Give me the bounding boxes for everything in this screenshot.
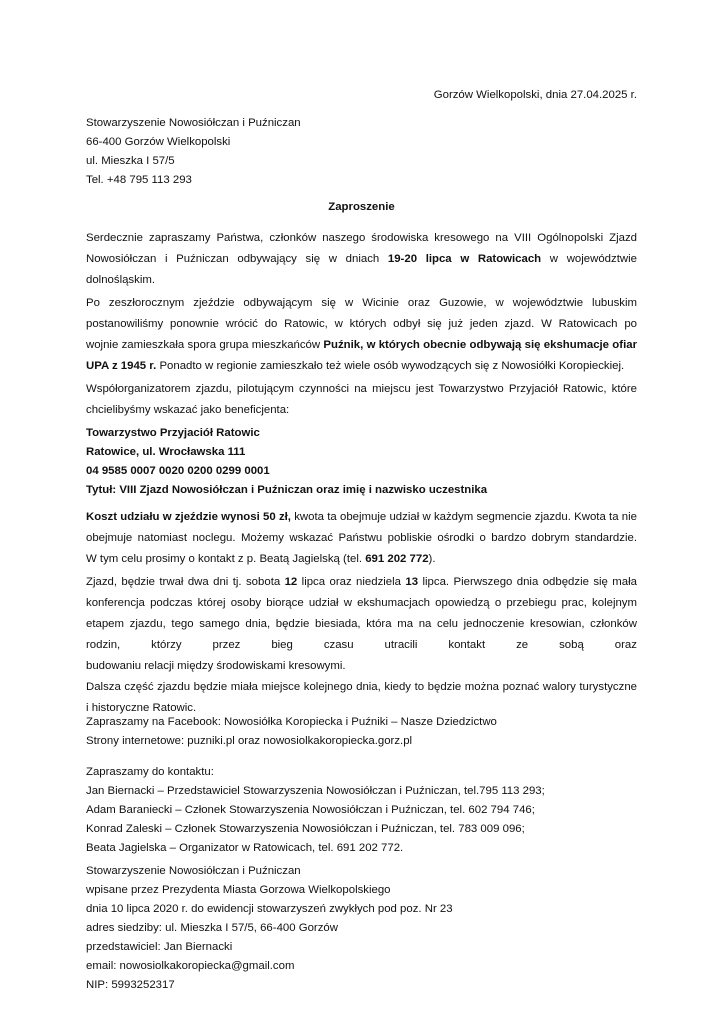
p5-line-6: Dalsza część zjazdu będzie miała miejsce kolejnego dnia, kiedy to będzie można poznać walory turystyczne [86,681,637,693]
word: którzy [151,639,182,651]
p5-line-5: budowaniu relacji między środowiskami kresowymi. [86,660,346,672]
contact-item: Konrad Zaleski – Członek Stowarzyszenia Nowosiółczan i Puźniczan, tel. 783 009 096; [86,823,525,835]
text: ). [428,553,436,565]
paragraph-schedule [86,572,637,719]
word: rodzin, [86,639,121,651]
beneficiary-details [86,424,637,500]
cost-text: Koszt udziału w zjeździe wynosi 50 zł, [86,511,291,523]
text: lipca. Pierwszego dnia odbędzie się mała [418,576,637,588]
transfer-title: Tytuł: VIII Zjazd Nowosiółczan i Puźniczan oraz imię i nazwisko uczestnika [86,484,488,496]
p4-line-2: obejmuje natomiast noclegu. Możemy wskazać Państwu pobliskie ośrodki o bardzo dobrym standardzie. [86,532,637,544]
paragraph-invitation [86,228,637,291]
bold-text: Puźnik, w których obecnie odbywają się ekshumacje ofiar [323,339,637,351]
footer-line: adres siedziby: ul. Mieszka I 57/5, 66-400 Gorzów [86,922,338,934]
p4-line-3 [86,549,637,570]
footer-line: wpisane przez Prezydenta Miasta Gorzowa Wielkopolskiego [86,884,391,896]
p3-line-2: chcielibyśmy wskazać jako beneficjenta: [86,404,290,416]
beneficiary-name: Towarzystwo Przyjaciół Ratowic [86,427,260,439]
day-number: 12 [284,576,298,588]
sender-city: 66-400 Gorzów Wielkopolski [86,136,231,148]
word: utracili [384,639,418,651]
day-number: 13 [405,576,419,588]
p5-line-7: i historyczne Ratowic. [86,702,197,714]
paragraph-history [86,293,637,377]
association-footer [86,862,637,995]
footer-line: Stowarzyszenie Nowosiółczan i Puźniczan [86,865,301,877]
contact-phone: 691 202 772 [365,553,429,565]
sender-street: ul. Mieszka I 57/5 [86,155,175,167]
p2-line-3 [86,335,637,356]
word: przez [212,639,241,651]
p4-line-1 [86,507,637,528]
sender-name: Stowarzyszenie Nowosiółczan i Puźniczan [86,117,301,129]
facebook-line: Zapraszamy na Facebook: Nowosiółka Koropiecka i Puźniki – Nasze Dziedzictwo [86,716,497,728]
paragraph-coorganizer [86,379,637,421]
text: kwota ta obejmuje udział w każdym segmencie zjazdu. Kwota ta nie [290,511,637,523]
document-title: Zaproszenie [328,201,395,213]
bold-text: UPA z 1945 r. [86,360,157,372]
p1-line-3: dolnośląskim. [86,274,156,286]
text: Ponadto w regionie zamieszkało też wiele osób wywodzących się z Nowosiółki Koropieckiej. [156,360,625,372]
footer-email: email: nowosiolkakoropiecka@gmail.com [86,960,295,972]
word: sobą [559,639,584,651]
word: czasu [323,639,354,651]
text: wojnie zamieszkała spora grupa mieszkańców [86,339,324,351]
p5-line-2: konferencja podczas której osoby biorące udział w ekshumacjach opowiedzą o przebiegu prac, kolejnym [86,597,637,609]
event-date-location: 19-20 lipca w Ratowicach [387,253,542,265]
sender-address [86,114,637,190]
paragraph-cost [86,507,637,570]
contacts-heading: Zapraszamy do kontaktu: [86,766,214,778]
contact-item: Jan Biernacki – Przedstawiciel Stowarzyszenia Nowosiółczan i Puźniczan, tel.795 113 293; [86,785,545,797]
footer-nip: NIP: 5993252317 [86,979,175,991]
text: Nowosiółczan i Puźniczan odbywający się w dniach [86,253,388,265]
footer-line: dnia 10 lipca 2020 r. do ewidencji stowarzyszeń zwykłych pod poz. Nr 23 [86,903,453,915]
p2-line-1: Po zeszłorocznym zjeździe odbywającym się w Wicinie oraz Guzowie, w województwie lubuskim [86,297,637,309]
p2-line-2: postanowiliśmy ponownie wrócić do Ratowic, w których odbył się już jeden zjazd. W Ratowicach po [86,318,637,330]
contact-item: Beata Jagielska – Organizator w Ratowicach, tel. 691 202 772. [86,842,404,854]
text: Zjazd, będzie trwał dwa dni tj. sobota [86,576,285,588]
word: ze [516,639,529,651]
websites-line: Strony internetowe: puzniki.pl oraz nowosiolkakoropiecka.gorz.pl [86,735,413,747]
contacts-section [86,763,637,858]
p1-line-2 [86,249,637,270]
social-links [86,713,637,751]
p2-line-4 [86,356,637,377]
sender-phone: Tel. +48 795 113 293 [86,174,192,186]
p5-line-4 [86,635,637,656]
word: kontakt [448,639,486,651]
word: bieg [271,639,293,651]
text: lipca oraz niedziela [297,576,406,588]
contact-item: Adam Baraniecki – Członek Stowarzyszenia Nowosiółczan i Puźniczan, tel. 602 794 746; [86,804,535,816]
text: W tym celu prosimy o kontakt z p. Beatą Jagielską (tel. [86,553,366,565]
footer-line: przedstawiciel: Jan Biernacki [86,941,233,953]
p5-line-3: etapem zjazdu, tego samego dnia, będzie biesiada, która ma na celu jednoczenie kresowian, członków [86,618,637,630]
p1-line-1: Serdecznie zapraszamy Państwa, członków naszego środowiska kresowego na VIII Ogólnopolski Zjazd [86,232,637,244]
word: oraz [614,639,637,651]
p5-line-1 [86,572,637,593]
p3-line-1: Współorganizatorem zjazdu, pilotującym czynności na miejscu jest Towarzystwo Przyjaciół Ratowic, które [86,383,637,395]
bank-account-number: 04 9585 0007 0020 0200 0299 0001 [86,465,270,477]
beneficiary-address: Ratowice, ul. Wrocławska 111 [86,446,246,458]
text: w województwie [541,253,637,265]
place-date: Gorzów Wielkopolski, dnia 27.04.2025 r. [433,89,637,101]
